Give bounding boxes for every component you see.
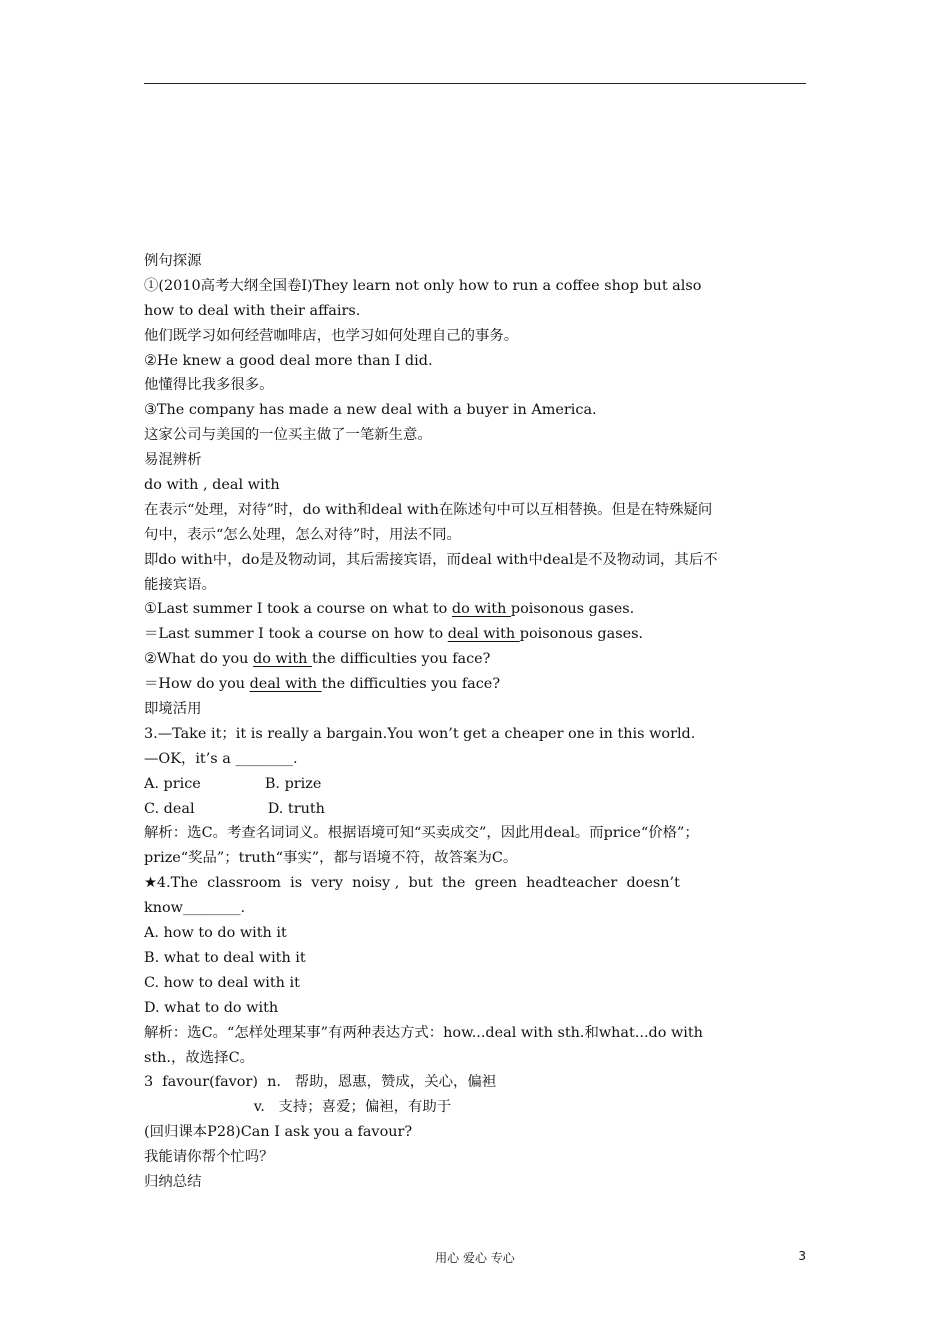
text-segment: ③The company has made a new deal with a buyer in America. <box>144 402 597 419</box>
text-line <box>144 523 806 548</box>
text-segment: sth.，故选择C。 <box>144 1049 254 1066</box>
text-segment: poisonous gases. <box>510 601 635 618</box>
text-segment: poisonous gases. <box>519 626 644 643</box>
text-line <box>144 1046 806 1071</box>
text-line <box>144 573 806 598</box>
text-segment: 例句探源 <box>144 253 202 269</box>
text-line <box>144 697 806 722</box>
text-segment: 归纳总结 <box>144 1173 202 1190</box>
text-segment: the difficulties you face? <box>311 651 491 668</box>
text-line <box>144 622 806 647</box>
text-segment: A. how to do with it <box>144 925 287 942</box>
text-line <box>144 971 806 996</box>
text-segment: v. 支持；喜爱；偏袒，有助于 <box>144 1099 452 1116</box>
text-segment: prize“奖品”；truth“事实”，都与语境不符，故答案为C。 <box>144 850 518 867</box>
underlined-phrase: do with <box>252 651 312 668</box>
text-segment: do with , deal with <box>144 477 280 494</box>
text-line <box>144 373 806 398</box>
text-line <box>144 1095 806 1120</box>
text-segment: D. what to do with <box>144 999 279 1016</box>
text-segment: 这家公司与美国的一位买主做了一笔新生意。 <box>144 427 432 444</box>
text-segment: 他懂得比我多很多。 <box>144 377 274 394</box>
text-segment: 他们既学习如何经营咖啡店，也学习如何处理自己的事务。 <box>144 327 519 344</box>
text-segment: ＝How do you <box>144 676 250 693</box>
footer-slogan: 用心 爱心 专心 <box>435 1251 515 1265</box>
text-line <box>144 871 806 896</box>
text-line <box>144 747 806 772</box>
text-line <box>144 597 806 622</box>
text-segment: 即境活用 <box>144 701 202 718</box>
text-line <box>144 274 806 299</box>
text-line <box>144 349 806 374</box>
text-segment: 即do with中，do是及物动词，其后需接宾语，而deal with中deal是不及物动词，其后不 <box>144 551 718 568</box>
text-segment: 能接宾语。 <box>144 576 216 593</box>
text-line <box>144 423 806 448</box>
text-line <box>144 1120 806 1145</box>
text-line <box>144 473 806 498</box>
text-line <box>144 647 806 672</box>
text-segment: C. how to deal with it <box>144 974 300 991</box>
text-line <box>144 448 806 473</box>
text-segment: 我能请你帮个忙吗？ <box>144 1149 274 1166</box>
text-line <box>144 498 806 523</box>
text-line <box>144 821 806 846</box>
text-line <box>144 672 806 697</box>
text-segment: 在表示“处理，对待”时，do with和deal with在陈述句中可以互相替换。但是在特殊疑问 <box>144 501 713 518</box>
text-segment: 易混辨析 <box>144 452 202 469</box>
text-segment: 3 favour(favor) n. 帮助，恩惠，赞成，关心，偏袒 <box>144 1074 497 1091</box>
text-segment: (回归课本P28)Can I ask you a favour? <box>144 1124 413 1141</box>
text-segment: 解析：选C。考查名词词义。根据语境可知“买卖成交”，因此用deal。而price“价格”； <box>144 825 699 842</box>
text-segment: the difficulties you face? <box>321 676 501 693</box>
text-line <box>144 398 806 423</box>
text-segment: 解析：选C。“怎样处理某事”有两种表达方式：how...deal with sth.和what...do with <box>144 1024 703 1041</box>
text-segment: C. deal D. truth <box>144 800 325 817</box>
text-segment: know________. <box>144 900 246 917</box>
document-body <box>144 249 806 1195</box>
underlined-phrase: deal with <box>249 676 322 693</box>
text-segment: —OK，it’s a ________. <box>144 750 298 767</box>
text-segment: ＝Last summer I took a course on how to <box>144 626 448 643</box>
text-line <box>144 772 806 797</box>
text-line <box>144 921 806 946</box>
underlined-phrase: do with <box>451 601 511 618</box>
text-segment: ★4.The classroom is very noisy , but the green headteacher doesn’t <box>144 875 680 892</box>
text-segment: 句中，表示“怎么处理，怎么对待”时，用法不同。 <box>144 526 461 543</box>
text-segment: ①Last summer I took a course on what to <box>144 601 452 618</box>
text-line <box>144 722 806 747</box>
text-line <box>144 1070 806 1095</box>
underlined-phrase: deal with <box>447 626 520 643</box>
text-line <box>144 896 806 921</box>
text-line <box>144 946 806 971</box>
text-segment: ①(2010高考大纲全国卷Ⅰ)They learn not only how to run a coffee shop but also <box>144 277 702 294</box>
text-line <box>144 1145 806 1170</box>
text-line <box>144 324 806 349</box>
text-line <box>144 548 806 573</box>
text-line <box>144 249 806 274</box>
text-segment: 3.—Take it；it is really a bargain.You won’t get a cheaper one in this world. <box>144 725 696 742</box>
text-segment: ②What do you <box>144 651 253 668</box>
text-segment: A. price B. prize <box>144 775 322 792</box>
text-line <box>144 996 806 1021</box>
text-line <box>144 846 806 871</box>
text-line <box>144 1021 806 1046</box>
text-segment: how to deal with their affairs. <box>144 302 361 319</box>
text-segment: ②He knew a good deal more than I did. <box>144 352 433 369</box>
header-rule <box>144 83 806 84</box>
page-number: 3 <box>798 1249 806 1263</box>
page-footer <box>0 1249 950 1269</box>
text-line <box>144 797 806 822</box>
text-line <box>144 1170 806 1195</box>
text-segment: B. what to deal with it <box>144 949 306 966</box>
text-line <box>144 299 806 324</box>
